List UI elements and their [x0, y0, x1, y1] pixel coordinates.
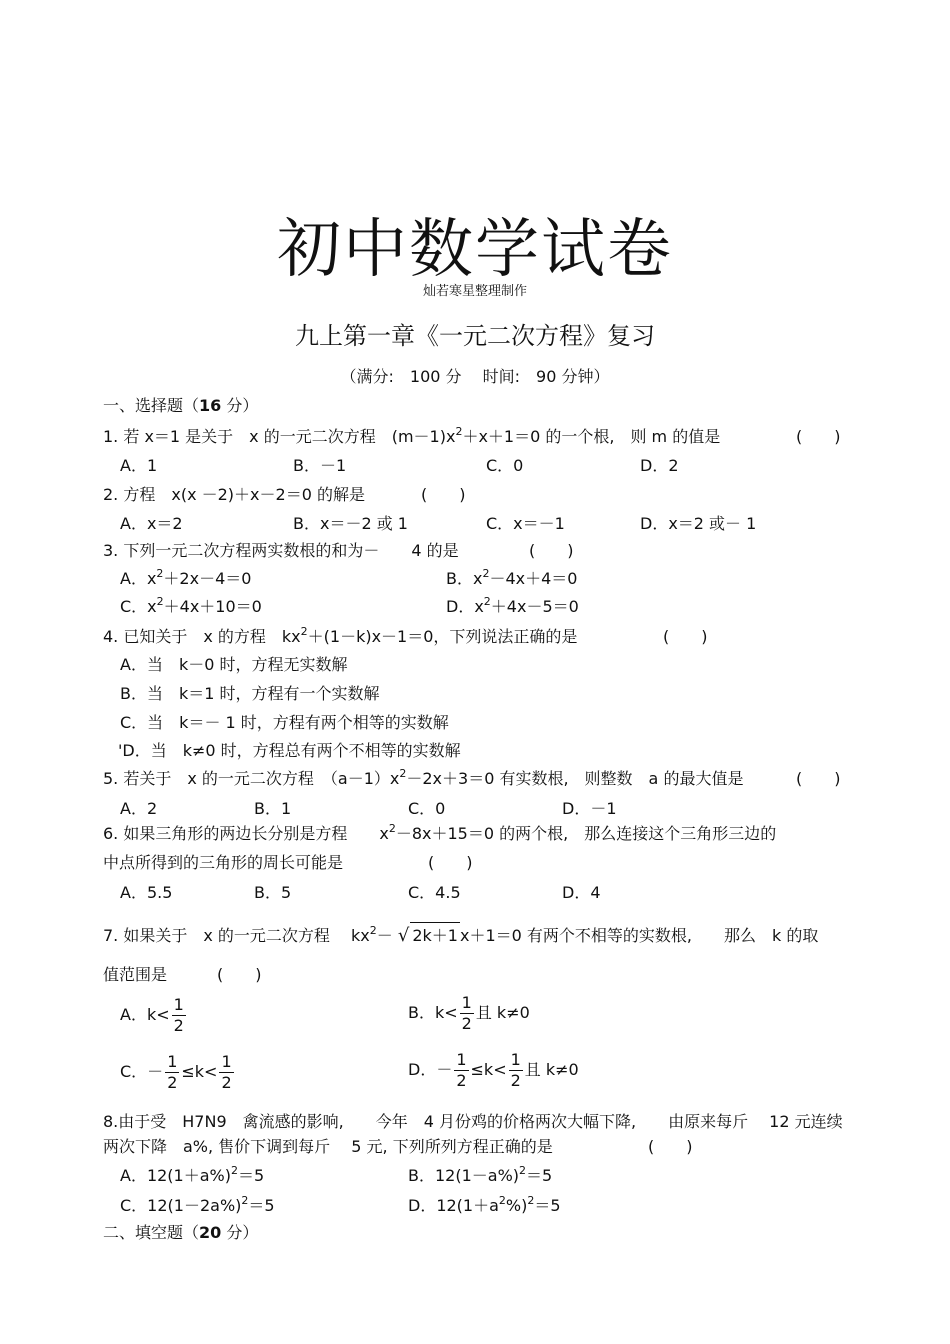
q7-answer-paren: ( ) — [217, 965, 262, 984]
section-1-end: 分） — [226, 396, 259, 415]
frac-den: 2 — [221, 1073, 232, 1092]
q1-option-b: B．－1 — [293, 456, 347, 475]
score-line: （满分: 100 分 时间: 90 分钟） — [340, 367, 610, 386]
section-2-points: 20 — [199, 1223, 222, 1242]
q5-exponent: 2 — [399, 767, 407, 780]
fraction-half — [509, 1050, 523, 1091]
q6-option-a: A．5.5 — [120, 883, 173, 902]
q3-option-d — [446, 594, 579, 617]
q3-d-exp: 2 — [483, 595, 491, 608]
fraction-half — [454, 1050, 468, 1091]
q3-b-post: －4x＋4＝0 — [489, 569, 578, 588]
q3-d-post: ＋4x－5＝0 — [490, 597, 579, 616]
q7-exponent: 2 — [369, 924, 377, 937]
question-6-stem-cont: 中点所得到的三角形的周长可能是 — [103, 853, 344, 872]
q7-d-pre: D．－ — [408, 1060, 453, 1079]
q7-option-b — [408, 993, 530, 1034]
frac-num: 1 — [510, 1050, 521, 1069]
q3-option-b — [446, 566, 577, 589]
q7-option-d — [408, 1050, 579, 1091]
q6-option-d: D．4 — [562, 883, 601, 902]
q3-a-exp: 2 — [156, 567, 164, 580]
q1-option-c: C．0 — [486, 456, 524, 475]
question-7-stem-cont: 值范围是 — [103, 965, 168, 984]
q1-stem-a: 1. 若 x＝1 是关于 x 的一元二次方程 (m－1)x — [103, 427, 456, 446]
page-title: 初中数学试卷 — [277, 213, 673, 287]
q1-stem-b: ＋x＋1＝0 的一个根, 则 m 的值是 — [462, 427, 721, 446]
question-8-stem: 8.由于受 H7N9 禽流感的影响, 今年 4 月份鸡的价格两次大幅下降, 由原来每斤 12 元连续 — [103, 1112, 843, 1131]
q4-option-d: 'D．当 k≠0 时，方程总有两个不相等的实数解 — [118, 741, 461, 760]
section-2-end: 分） — [226, 1223, 259, 1242]
question-2-stem: 2. 方程 x(x －2)＋x－2＝0 的解是 — [103, 485, 365, 504]
frac-num: 1 — [221, 1052, 232, 1071]
q3-a-post: ＋2x－4＝0 — [163, 569, 252, 588]
q3-d-pre: D．x — [446, 597, 484, 616]
q1-option-a: A．1 — [120, 456, 158, 475]
q8-d-post: ＝5 — [534, 1196, 561, 1215]
fraction-half — [165, 1052, 179, 1093]
q7-d-mid: ≤k< — [470, 1060, 507, 1079]
q5-option-d: D．－1 — [562, 799, 617, 818]
q8-d-exp: 2 — [527, 1194, 535, 1207]
q2-option-a: A．x＝2 — [120, 514, 183, 533]
frac-den: 2 — [167, 1073, 178, 1092]
q2-option-d: D．x＝2 或－ 1 — [640, 514, 757, 533]
q7-c-pre: C．－ — [120, 1062, 164, 1081]
q6-stem-b: －8x＋15＝0 的两个根, 那么连接这个三角形三边的 — [395, 824, 777, 843]
q7-b-post: 且 k≠0 — [475, 1003, 530, 1022]
author-line: 灿若寒星整理制作 — [422, 284, 527, 299]
q8-a-pre: A．12(1＋a%) — [120, 1166, 231, 1185]
q5-stem-b: －2x＋3＝0 有实数根, 则整数 a 的最大值是 — [406, 769, 744, 788]
q3-a-pre: A．x — [120, 569, 157, 588]
q8-a-exp: 2 — [230, 1164, 238, 1177]
q4-stem-b: ＋(1－k)x－1＝0，下列说法正确的是 — [307, 627, 578, 646]
q8-d-pre: D．12(1＋a — [408, 1196, 499, 1215]
q4-exponent: 2 — [300, 625, 308, 638]
q8-answer-paren: ( ) — [648, 1137, 693, 1156]
q3-b-exp: 2 — [482, 567, 490, 580]
q8-b-pre: B．12(1－a%) — [408, 1166, 520, 1185]
frac-num: 1 — [456, 1050, 467, 1069]
q6-answer-paren: ( ) — [428, 853, 473, 872]
q8-c-exp: 2 — [241, 1194, 249, 1207]
q7-a-pre: A．k< — [120, 1005, 170, 1024]
q3-c-exp: 2 — [156, 595, 164, 608]
q8-d-mid: %) — [505, 1196, 528, 1215]
question-8-stem-cont: 两次下降 a%, 售价下调到每斤 5 元, 下列所列方程正确的是 — [103, 1137, 553, 1156]
question-6-stem — [103, 821, 776, 844]
question-3-stem: 3. 下列一元二次方程两实数根的和为－ 4 的是 — [103, 541, 459, 560]
frac-den: 2 — [461, 1014, 472, 1033]
section-1-heading — [103, 393, 258, 416]
q7-stem-b: x＋1＝0 有两个不相等的实数根, 那么 k 的取 — [459, 926, 819, 945]
section-1-points: 16 — [199, 396, 222, 415]
question-7-stem — [103, 922, 818, 946]
q8-option-a — [120, 1163, 264, 1186]
section-2-heading — [103, 1220, 258, 1243]
q8-c-post: ＝5 — [248, 1196, 275, 1215]
q8-a-post: ＝5 — [237, 1166, 265, 1185]
q4-answer-paren: ( ) — [663, 627, 708, 646]
q3-c-post: ＋4x＋10＝0 — [163, 597, 262, 616]
q7-minus: － — [376, 926, 393, 945]
q3-answer-paren: ( ) — [529, 541, 574, 560]
frac-num: 1 — [167, 1052, 178, 1071]
question-5-stem — [103, 766, 743, 789]
q3-b-pre: B．x — [446, 569, 483, 588]
section-2-label: 二、填空题（ — [103, 1223, 200, 1242]
q7-radicand: 2k＋1 — [410, 922, 460, 946]
frac-num: 1 — [173, 995, 184, 1014]
page-subtitle: 九上第一章《一元二次方程》复习 — [295, 322, 655, 350]
q4-option-b: B．当 k＝1 时，方程有一个实数解 — [120, 684, 380, 703]
q7-d-post: 且 k≠0 — [524, 1060, 579, 1079]
q7-c-mid: ≤k< — [181, 1062, 218, 1081]
q1-answer-paren: ( ) — [796, 427, 841, 446]
q5-stem-a: 5. 若关于 x 的一元二次方程 （a－1）x — [103, 769, 400, 788]
frac-den: 2 — [510, 1071, 521, 1090]
q8-d-exp-inner: 2 — [498, 1194, 506, 1207]
q2-answer-paren: ( ) — [421, 485, 466, 504]
q7-option-c — [120, 1052, 236, 1093]
q7-option-a — [120, 995, 188, 1036]
fraction-half — [172, 995, 186, 1036]
frac-den: 2 — [173, 1016, 184, 1035]
q8-option-c — [120, 1193, 275, 1216]
q8-b-exp: 2 — [519, 1164, 527, 1177]
q5-option-c: C．0 — [408, 799, 446, 818]
q2-option-c: C．x＝－1 — [486, 514, 565, 533]
frac-num: 1 — [461, 993, 472, 1012]
q5-answer-paren: ( ) — [796, 769, 841, 788]
fraction-half — [460, 993, 474, 1034]
q2-option-b: B．x＝－2 或 1 — [293, 514, 408, 533]
q1-exponent: 2 — [455, 425, 463, 438]
frac-den: 2 — [456, 1071, 467, 1090]
q5-option-b: B．1 — [254, 799, 292, 818]
sqrt-symbol: √ — [397, 925, 410, 946]
q6-exponent: 2 — [388, 822, 396, 835]
q8-b-post: ＝5 — [526, 1166, 553, 1185]
question-1-stem — [103, 424, 720, 447]
section-1-label: 一、选择题（ — [103, 396, 200, 415]
q3-option-c — [120, 594, 262, 617]
question-4-stem — [103, 624, 577, 647]
q7-stem-a: 7. 如果关于 x 的一元二次方程 kx — [103, 926, 370, 945]
q6-option-b: B．5 — [254, 883, 292, 902]
q6-option-c: C．4.5 — [408, 883, 461, 902]
q4-option-c: C．当 k＝－ 1 时，方程有两个相等的实数解 — [120, 713, 449, 732]
q4-option-a: A．当 k－0 时，方程无实数解 — [120, 655, 348, 674]
q8-c-pre: C．12(1－2a%) — [120, 1196, 242, 1215]
q6-stem-a: 6. 如果三角形的两边长分别是方程 x — [103, 824, 389, 843]
fraction-half — [219, 1052, 233, 1093]
q3-option-a — [120, 566, 251, 589]
q5-option-a: A．2 — [120, 799, 158, 818]
q4-stem-a: 4. 已知关于 x 的方程 kx — [103, 627, 301, 646]
q3-c-pre: C．x — [120, 597, 157, 616]
q8-option-b — [408, 1163, 552, 1186]
q7-b-pre: B．k< — [408, 1003, 458, 1022]
q8-option-d — [408, 1193, 561, 1216]
q1-option-d: D．2 — [640, 456, 679, 475]
